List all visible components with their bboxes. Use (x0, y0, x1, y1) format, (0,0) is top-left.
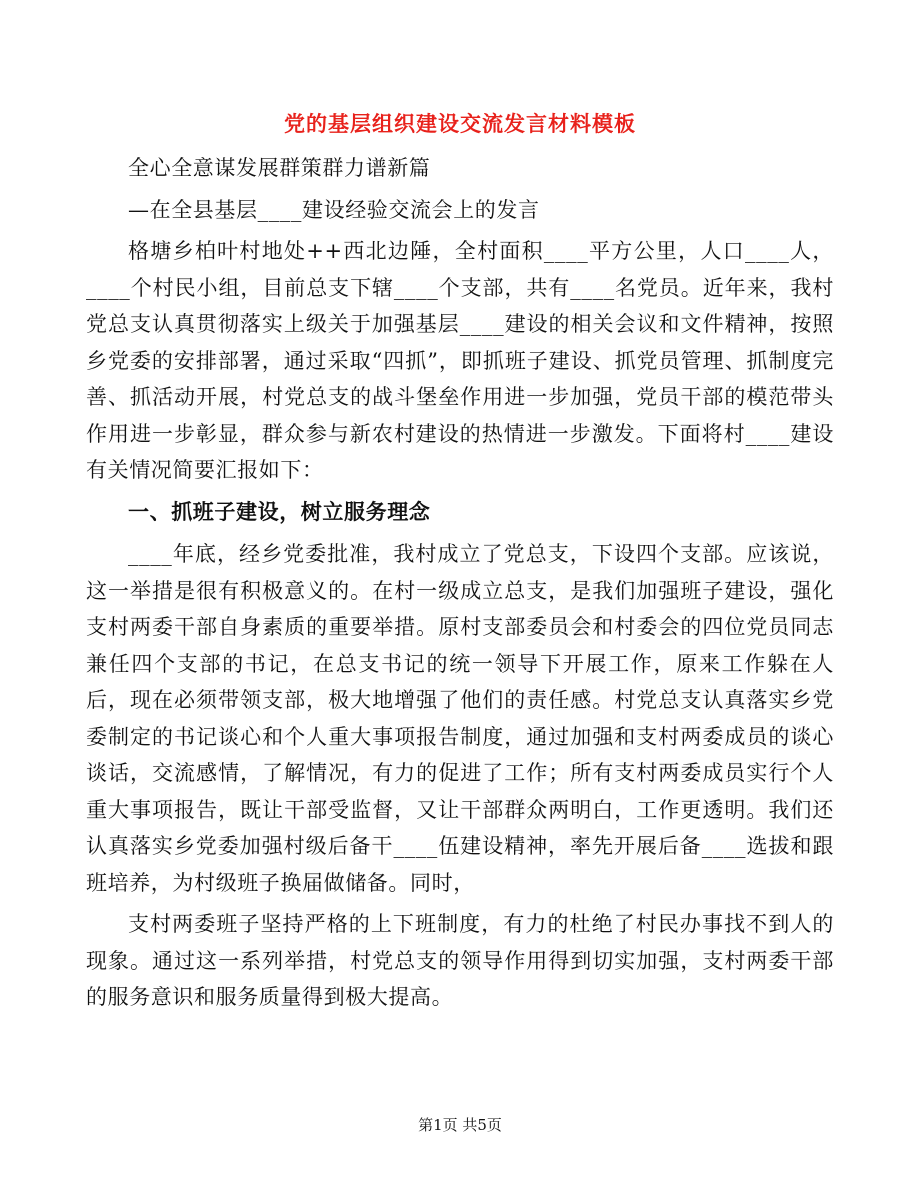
paragraph-section-1: ____年底，经乡党委批准，我村成立了党总支，下设四个支部。应该说，这一举措是很有积极意义的。在村一级成立总支，是我们加强班子建设，强化支村两委干部自身素质的重要举措。原村支部委员会和村委会的四位党员同志兼任四个支部的书记，在总支书记的统一领导下开展工作，原来工作躲在人后，现在必须带领支部，极大地增强了他们的责任感。村党总支认真落实乡党委制定的书记谈心和个人重大事项报告制度，通过加强和支村两委成员的谈心谈话，交流感情，了解情况，有力的促进了工作；所有支村两委成员实行个人重大事项报告，既让干部受监督，又让干部群众两明白，工作更透明。我们还认真落实乡党委加强村级后备干____伍建设精神，率先开展后备____选拔和跟班培养，为村级班子换届做储备。同时， (86, 542, 835, 895)
paragraph-section-1-cont: 支村两委班子坚持严格的上下班制度，有力的杜绝了村民办事找不到人的现象。通过这一系列举措，村党总支的领导作用得到切实加强，支村两委干部的服务意识和服务质量得到极大提高。 (86, 912, 834, 1009)
document-body (86, 150, 834, 1021)
subtitle-occasion: —在全县基层____建设经验交流会上的发言 (128, 197, 540, 222)
document-title: 党的基层组织建设交流发言材料模板 (284, 111, 636, 136)
section-heading-1: 一、抓班子建设，树立服务理念 (128, 498, 431, 524)
paragraph-intro: 格塘乡柏叶村地处++西北边陲，全村面积____平方公里，人口____人，____个村民小组，目前总支下辖____个支部，共有____名党员。近年来，我村党总支认真贯彻落实上级关于加强基层____建设的相关会议和文件精神，按照乡党委的安排部署，通过采取“四抓”，即抓班子建设、抓党员管理、抓制度完善、抓活动开展，村党总支的战斗堡垒作用进一步加强，党员干部的模范带头作用进一步彰显，群众参与新农村建设的热情进一步激发。下面将村____建设有关情况简要汇报如下： (86, 239, 834, 482)
page-number: 第1页 共5页 (418, 1116, 502, 1134)
subtitle-slogan: 全心全意谋发展群策群力谱新篇 (128, 156, 431, 180)
